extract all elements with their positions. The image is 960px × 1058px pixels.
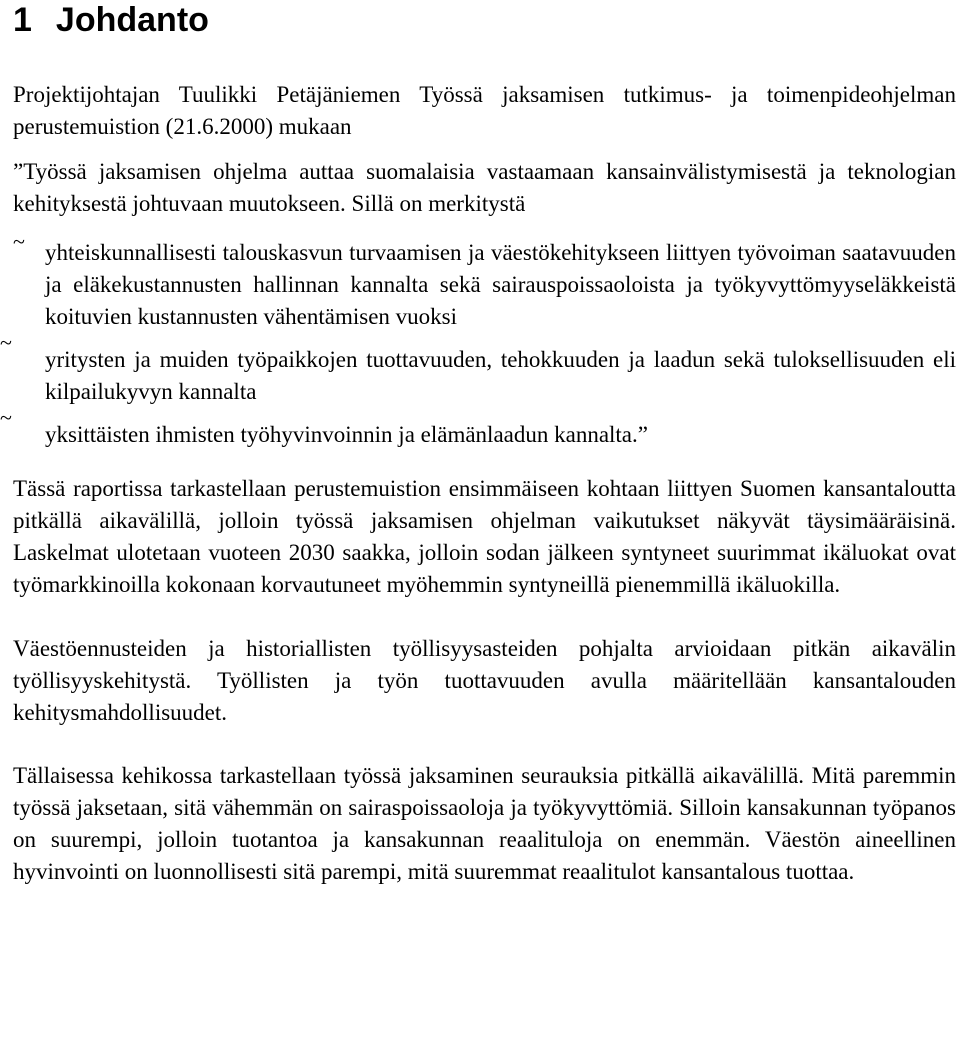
tilde-bullet-icon: ~ — [13, 229, 25, 254]
section-heading — [13, 0, 956, 40]
list-item — [0, 330, 956, 408]
list-item-text: yksittäisten ihmisten työhyvinvoinnin ja elämänlaadun kannalta.” — [45, 422, 648, 447]
intro-paragraph: Projektijohtajan Tuulikki Petäjäniemen Työssä jaksamisen tutkimus- ja toimenpideohjelman perustemuistion (21.6.2000) mukaan — [13, 82, 956, 139]
tilde-bullet-icon: ~ — [0, 330, 12, 355]
list-item — [13, 229, 956, 333]
quote-paragraph: ”Työssä jaksamisen ohjelma auttaa suomalaisia vastaamaan kansainvälistymisestä ja teknologian kehityksestä johtuvaan muutokseen. Sillä on merkitystä — [13, 159, 956, 216]
body-paragraph: Tässä raportissa tarkastellaan perustemuistion ensimmäiseen kohtaan liittyen Suomen kansantaloutta pitkällä aikavälillä, jolloin työssä jaksamisen ohjelman vaikutukset näkyvät täysimääräisinä. Laskelmat ulotetaan vuoteen 2030 saakka, jolloin sodan jälkeen syntyneet suurimmat ikäluokat ovat työmarkkinoilla kokonaan korvautuneet myöhemmin syntyneillä pienemmillä ikäluokilla. — [13, 476, 956, 597]
list-item — [0, 405, 956, 451]
section-number: 1 — [13, 1, 32, 39]
list-item-text: yhteiskunnallisesti talouskasvun turvaamisen ja väestökehitykseen liittyen työvoiman saatavuuden ja eläkekustannusten hallinnan kannalta sekä sairauspoissaoloista ja työkyvyttömyyseläkkeistä koituvien kustannusten vähentämisen vuoksi — [45, 240, 956, 329]
list-item-text: yritysten ja muiden työpaikkojen tuottavuuden, tehokkuuden ja laadun sekä tuloksellisuuden eli kilpailukyvyn kannalta — [45, 347, 956, 404]
tilde-bullet-icon: ~ — [0, 405, 12, 430]
body-paragraph: Väestöennusteiden ja historiallisten työllisyysasteiden pohjalta arvioidaan pitkän aikavälin työllisyyskehitystä. Työllisten ja työn tuottavuuden avulla määritellään kansantalouden kehitysmahdollisuudet. — [13, 636, 956, 725]
body-paragraph: Tällaisessa kehikossa tarkastellaan työssä jaksaminen seurauksia pitkällä aikavälillä. Mitä paremmin työssä jaksetaan, sitä vähemmän on sairaspoissaoloja ja työkyvyttömiä. Silloin kansakunnan työpanos on suurempi, jolloin tuotantoa ja kansakunnan reaalituloja on enemmän. Väestön aineellinen hyvinvointi on luonnollisesti sitä parempi, mitä suuremmat reaalitulot kansantalous tuottaa. — [13, 763, 956, 884]
section-title: Johdanto — [55, 1, 209, 39]
bullet-list — [0, 229, 956, 451]
